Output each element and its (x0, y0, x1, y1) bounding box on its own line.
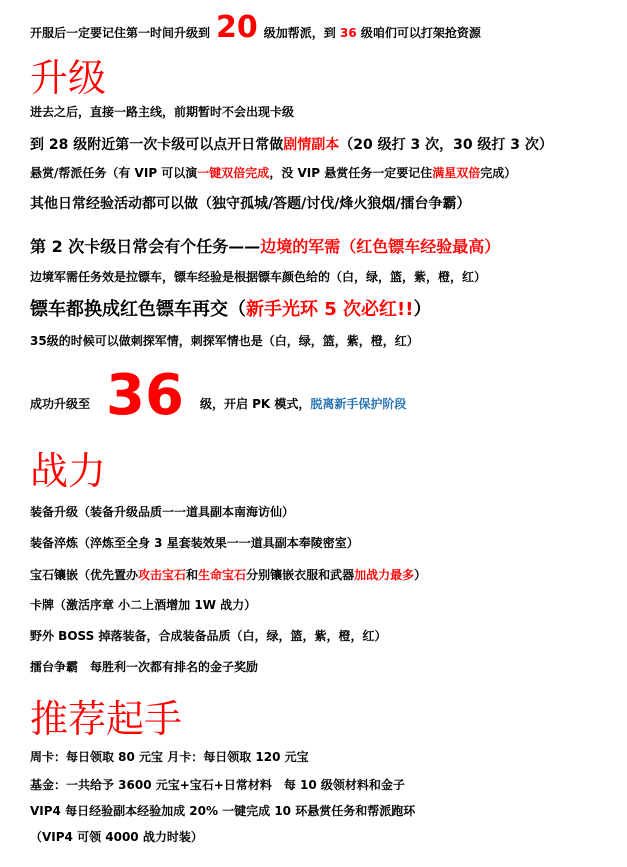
recommend-line-4: （VIP4 可领 4000 战力时装） (30, 830, 203, 844)
recommend-line-1: 周卡：每日领取 80 元宝 月卡：每日领取 120 元宝 (30, 750, 309, 764)
intro-text-mid: 级加帮派，到 (263, 26, 336, 40)
section-title-recommend: 推荐起手 (30, 697, 183, 741)
power-line-3-g: ） (414, 568, 427, 582)
upgrade-line-9-pre: 成功升级至 (30, 397, 91, 411)
upgrade-line-7 (30, 295, 431, 321)
power-line-4: 卡牌（激活序章 小二上酒增加 1W 战力） (30, 598, 257, 612)
upgrade-line-9-highlight: 脱离新手保护阶段 (310, 397, 407, 411)
power-line-3-d: 生命宝石 (198, 568, 247, 582)
power-line-5: 野外 BOSS 掉落装备，合成装备品质（白，绿，篮，紫，橙，红） (30, 629, 387, 643)
power-line-3-b: 攻击宝石 (138, 568, 187, 582)
upgrade-line-3 (30, 164, 516, 181)
section-title-power: 战力 (30, 449, 107, 493)
power-line-2: 装备淬炼（淬炼至全身 3 星套装效果一一道具副本奉陵密室） (30, 536, 359, 550)
upgrade-line-3-b: 一键双倍完成 (197, 166, 270, 180)
power-line-6: 擂台争霸 每胜利一次都有排名的金子奖励 (30, 660, 259, 674)
upgrade-line-9-mid: 级，开启 PK 模式， (199, 397, 311, 411)
upgrade-line-5-highlight: 边境的军需（红色镖车经验最高） (260, 237, 501, 256)
power-line-3-f: 加战力最多 (354, 568, 415, 582)
intro-level-20: 20 (216, 10, 258, 45)
power-line-3-a: 宝石镶嵌（优先置办 (30, 568, 139, 582)
upgrade-line-3-e: 完成） (480, 166, 517, 180)
upgrade-line-4: 其他日常经验活动都可以做（独守孤城/答题/讨伐/烽火狼烟/擂台争霸） (30, 196, 471, 212)
upgrade-line-8: 35级的时候可以做刺探军情，刺探军情也是（白，绿，篮，紫，橙，红） (30, 334, 419, 348)
power-line-1: 装备升级（装备升级品质一一道具副本南海访仙） (30, 505, 295, 519)
upgrade-line-2-post: （20 级打 3 次，30 级打 3 次） (339, 137, 553, 153)
upgrade-line-5-pre: 第 2 次卡级日常会有个任务—— (30, 237, 261, 256)
power-line-3 (30, 566, 426, 583)
upgrade-line-2 (30, 134, 553, 154)
upgrade-line-7-post: ） (413, 299, 432, 320)
upgrade-line-3-c: ，没 VIP 悬赏任务一定要记住 (269, 166, 433, 180)
upgrade-line-3-a: 悬赏/帮派任务（有 VIP 可以演 (30, 166, 198, 180)
upgrade-line-6: 边境军需任务效是拉镖车，镖车经验是根据镖车颜色给的（白，绿，篮，紫，橙，红） (30, 270, 487, 284)
intro-level-36: 36 (339, 26, 357, 40)
recommend-line-3: VIP4 每日经验副本经验加成 20% 一键完成 10 环悬赏任务和帮派跑环 (30, 804, 416, 818)
intro-text-post: 级咱们可以打架抢资源 (360, 26, 481, 40)
recommend-line-2: 基金：一共给予 3600 元宝+宝石+日常材料 每 10 级领材料和金子 (30, 778, 405, 792)
upgrade-line-1: 进去之后，直接一路主线，前期暂时不会出现卡级 (30, 105, 295, 119)
power-line-3-c: 和 (186, 568, 199, 582)
upgrade-line-3-d: 满星双倍 (432, 166, 481, 180)
intro-line (30, 10, 481, 45)
upgrade-level-36: 36 (106, 363, 184, 428)
upgrade-line-7-pre: 镖车都换成红色镖车再交（ (30, 299, 246, 320)
upgrade-line-9 (30, 363, 406, 428)
upgrade-line-5 (30, 234, 500, 257)
intro-text-pre: 开服后一定要记住第一时间升级到 (30, 26, 211, 40)
upgrade-line-2-highlight: 剧情副本 (283, 137, 340, 153)
section-title-upgrade: 升级 (30, 56, 107, 100)
upgrade-line-2-pre: 到 28 级附近第一次卡级可以点开日常做 (30, 137, 284, 153)
power-line-3-e: 分别镶嵌衣服和武器 (246, 568, 355, 582)
upgrade-line-7-highlight: 新手光环 5 次必红!! (246, 299, 414, 320)
